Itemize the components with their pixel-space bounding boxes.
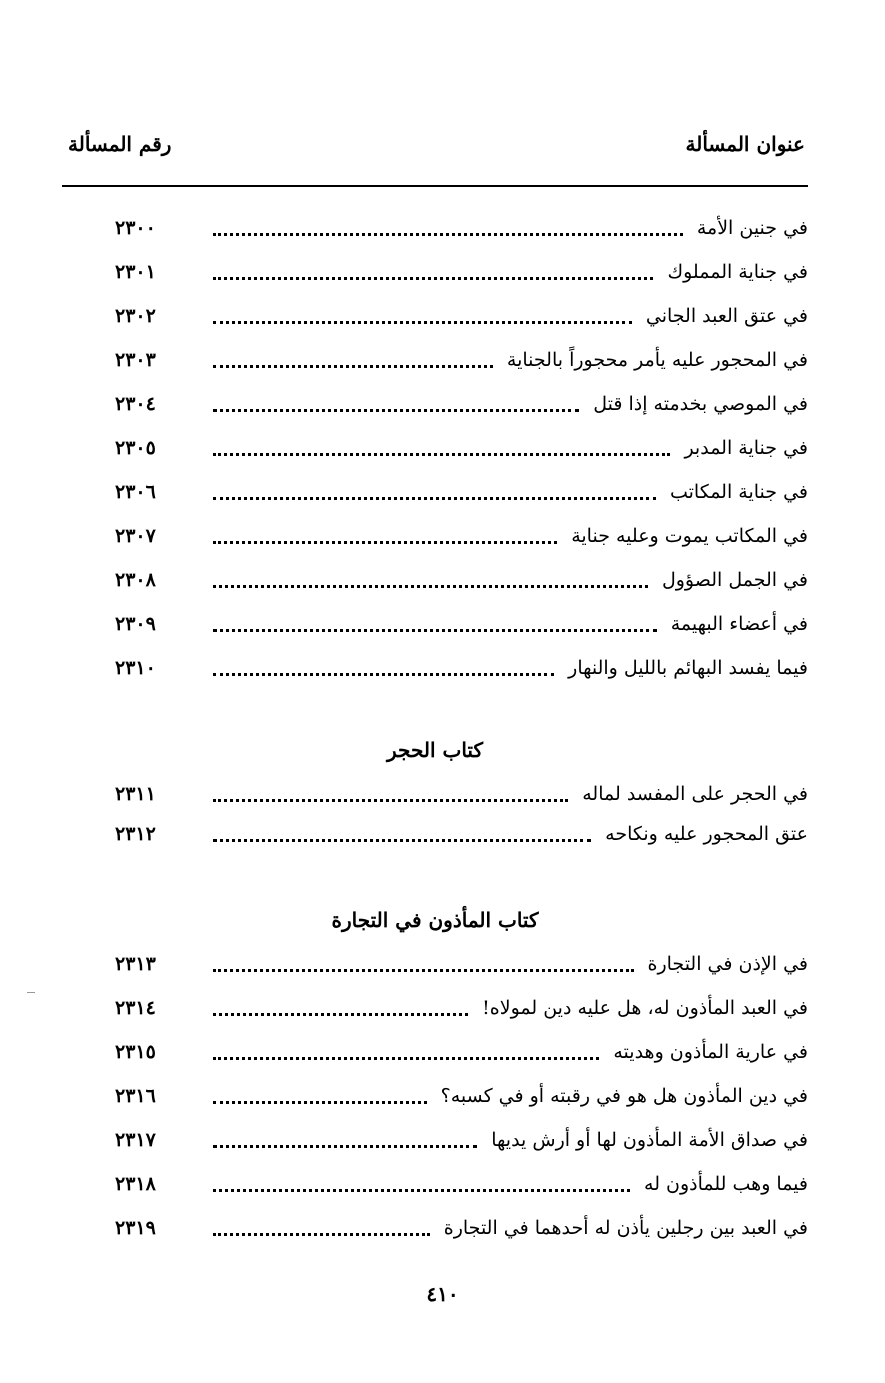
entry-number: ٢٣١٩ <box>115 1217 156 1239</box>
entry-title: في جناية المملوك <box>667 261 808 283</box>
toc-entry <box>115 1078 808 1114</box>
leader-dots <box>213 1013 468 1016</box>
leader-dots <box>213 409 579 412</box>
toc-entry <box>115 1166 808 1202</box>
entry-number: ٢٣١٧ <box>115 1129 156 1151</box>
toc-entry <box>115 650 808 686</box>
leader-dots <box>213 1233 430 1236</box>
leader-dots <box>213 629 657 632</box>
leader-dots <box>213 673 554 676</box>
leader-dots <box>213 541 557 544</box>
leader-dots <box>213 1057 599 1060</box>
entry-title: في العبد بين رجلين يأذن له أحدهما في التجارة <box>443 1217 808 1239</box>
entry-title: في دين المأذون هل هو في رقبته أو في كسبه؟ <box>440 1085 808 1107</box>
entry-number: ٢٣٠٤ <box>115 393 156 415</box>
toc-entry <box>115 1034 808 1070</box>
entry-title: في الإذن في التجارة <box>647 953 808 975</box>
entry-number: ٢٣٠٠ <box>115 217 156 239</box>
section-heading: كتاب الحجر <box>387 738 483 762</box>
leader-dots <box>213 453 670 456</box>
toc-entry <box>115 990 808 1026</box>
entry-number: ٢٣١٠ <box>115 657 156 679</box>
margin-mark <box>27 992 35 993</box>
leader-dots <box>213 839 591 842</box>
entry-title: في الحجر على المفسد لماله <box>582 783 808 805</box>
leader-dots <box>213 497 656 500</box>
entry-number: ٢٣٠٦ <box>115 481 156 503</box>
leader-dots <box>213 585 648 588</box>
entry-number: ٢٣٠٢ <box>115 305 156 327</box>
entry-number: ٢٣٠٨ <box>115 569 156 591</box>
entry-title: عتق المحجور عليه ونكاحه <box>605 823 808 845</box>
entry-title: في عارية المأذون وهديته <box>613 1041 808 1063</box>
toc-entry <box>115 386 808 422</box>
leader-dots <box>213 1145 477 1148</box>
entry-title: في الجمل الصؤول <box>661 569 808 591</box>
entry-title: في صداق الأمة المأذون لها أو أرش يديها <box>491 1129 808 1151</box>
leader-dots <box>213 1101 427 1104</box>
entry-number: ٢٣١٨ <box>115 1173 156 1195</box>
entry-number: ٢٣١٥ <box>115 1041 156 1063</box>
toc-entry <box>115 946 808 982</box>
leader-dots <box>213 969 634 972</box>
entry-title: في الموصي بخدمته إذا قتل <box>593 393 808 415</box>
entry-title: في أعضاء البهيمة <box>670 613 808 635</box>
entry-number: ٢٣٠٥ <box>115 437 156 459</box>
entry-number: ٢٣١٦ <box>115 1085 156 1107</box>
entry-number: ٢٣٠٩ <box>115 613 156 635</box>
toc-entry <box>115 254 808 290</box>
entry-title: في جناية المدبر <box>684 437 808 459</box>
header-rule <box>62 185 808 187</box>
entry-number: ٢٣١٢ <box>115 823 156 845</box>
entry-number: ٢٣١٣ <box>115 953 156 975</box>
toc-entry <box>115 816 808 852</box>
toc-entry <box>115 1210 808 1246</box>
leader-dots <box>213 365 493 368</box>
leader-dots <box>213 799 568 802</box>
leader-dots <box>213 321 632 324</box>
leader-dots <box>213 1189 630 1192</box>
toc-entry <box>115 776 808 812</box>
entry-number: ٢٣١١ <box>115 783 156 805</box>
leader-dots <box>213 277 653 280</box>
entry-number: ٢٣٠١ <box>115 261 156 283</box>
entry-number: ٢٣٠٣ <box>115 349 156 371</box>
section-heading: كتاب المأذون في التجارة <box>331 908 539 932</box>
entry-title: في جناية المكاتب <box>669 481 808 503</box>
entry-title: فيما وهب للمأذون له <box>644 1173 808 1195</box>
toc-entry <box>115 1122 808 1158</box>
toc-entry <box>115 474 808 510</box>
toc-entry <box>115 518 808 554</box>
entry-title: في المكاتب يموت وعليه جناية <box>571 525 808 547</box>
toc-entry <box>115 210 808 246</box>
column-header-number: رقم المسألة <box>68 132 172 156</box>
entry-number: ٢٣١٤ <box>115 997 156 1019</box>
toc-entry <box>115 430 808 466</box>
entry-title: في العبد المأذون له، هل عليه دين لمولاه! <box>482 997 808 1019</box>
entry-title: في عتق العبد الجاني <box>645 305 808 327</box>
column-header-title: عنوان المسألة <box>685 132 805 156</box>
toc-entry <box>115 562 808 598</box>
toc-entry <box>115 342 808 378</box>
entry-title: في جنين الأمة <box>696 217 808 239</box>
page-number: ٤١٠ <box>426 1282 459 1306</box>
toc-entry <box>115 606 808 642</box>
entry-title: في المحجور عليه يأمر محجوراً بالجناية <box>506 349 808 371</box>
entry-number: ٢٣٠٧ <box>115 525 156 547</box>
toc-entry <box>115 298 808 334</box>
entry-title: فيما يفسد البهائم بالليل والنهار <box>568 657 808 679</box>
leader-dots <box>213 233 683 236</box>
